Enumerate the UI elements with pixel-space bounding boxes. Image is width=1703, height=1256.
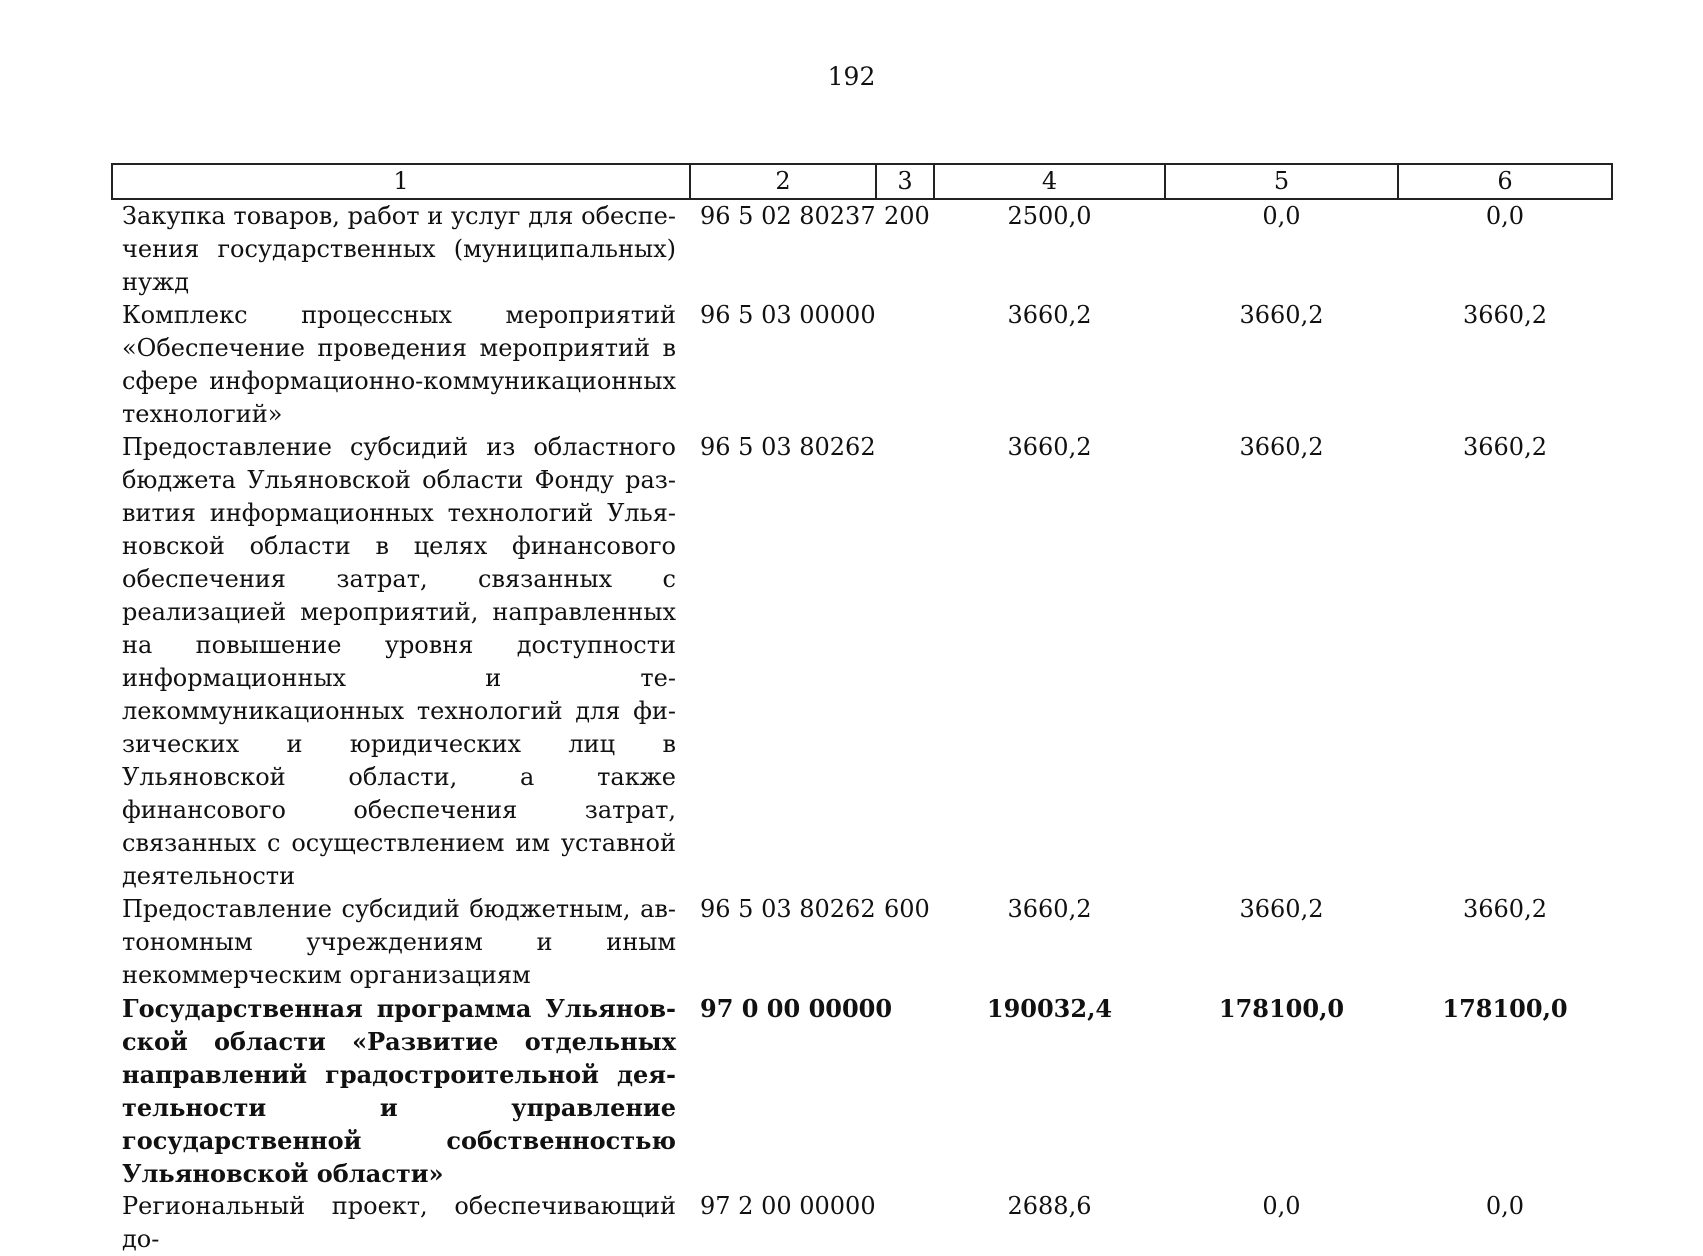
column-header-4: 4 [934,164,1165,199]
row-value-col6: 0,0 [1485,202,1525,230]
row-expense-type [876,299,934,431]
row-code: 97 2 00 00000 [700,1192,876,1220]
column-header-6: 6 [1398,164,1612,199]
column-header-5: 5 [1165,164,1398,199]
row-value-col5: 0,0 [1262,1192,1301,1220]
budget-table [111,163,1613,1256]
table-row [112,199,1612,299]
row-expense-type: 200 [884,202,930,230]
row-value-col5: 178100,0 [1218,994,1345,1023]
row-code: 96 5 03 80262 [700,433,876,461]
row-value-col4: 2688,6 [1007,1192,1092,1220]
row-value-col6: 3660,2 [1463,433,1547,461]
table-header-row [112,164,1612,199]
row-value-col4: 190032,4 [986,994,1113,1023]
row-value-col5: 0,0 [1262,202,1301,230]
column-header-2: 2 [690,164,876,199]
column-header-3: 3 [876,164,934,199]
row-value-col5: 3660,2 [1239,433,1324,461]
page-number: 192 [827,62,876,91]
row-value-col4: 2500,0 [1007,202,1092,230]
row-description: Предоставление субсидий из областного бюджета Ульяновской области Фонду развития информационных технологий Ульяновской области в целях финансового обеспечения затрат, связанных с реализацией мероприятий, направленных на повышение уровня доступности информационных и телекоммуникационных технологий для физических и юридических лиц в Ульяновской области, а также финансового обеспечения затрат, связанных с осуществлением им уставной деятельности [122,433,676,890]
row-description: Государственная программа Ульяновской области «Развитие отдельных направлений градостроительной деятельности и управление государственной собственностью Ульяновской области» [122,994,676,1188]
row-value-col6: 0,0 [1485,1192,1525,1220]
row-description: Закупка товаров, работ и услуг для обеспечения государственных (муниципальных) нужд [122,202,676,296]
row-code: 96 5 02 80237 [700,202,876,230]
row-code: 96 5 03 80262 [700,895,876,923]
row-expense-type [876,431,934,893]
row-description: Комплекс процессных мероприятий «Обеспечение проведения мероприятий в сфере информационно-коммуникационных технологий» [122,301,676,428]
row-expense-type: 600 [884,895,930,923]
table-row [112,893,1612,992]
row-value-col5: 3660,2 [1239,895,1324,923]
row-value-col4: 3660,2 [1007,301,1092,329]
row-value-col6: 178100,0 [1442,994,1568,1023]
row-value-col4: 3660,2 [1007,895,1092,923]
row-value-col4: 3660,2 [1007,433,1092,461]
row-value-col6: 3660,2 [1463,895,1547,923]
table-row [112,431,1612,893]
table-row [112,299,1612,431]
row-description: Региональный проект, обеспечивающий до- [122,1192,676,1253]
row-code: 97 0 00 00000 [700,994,893,1023]
row-value-col5: 3660,2 [1239,301,1324,329]
column-header-1: 1 [112,164,690,199]
row-value-col6: 3660,2 [1463,301,1547,329]
table-row-program [112,992,1612,1190]
row-description: Предоставление субсидий бюджетным, автономным учреждениям и иным некоммерческим организациям [122,895,676,989]
row-code: 96 5 03 00000 [700,301,876,329]
